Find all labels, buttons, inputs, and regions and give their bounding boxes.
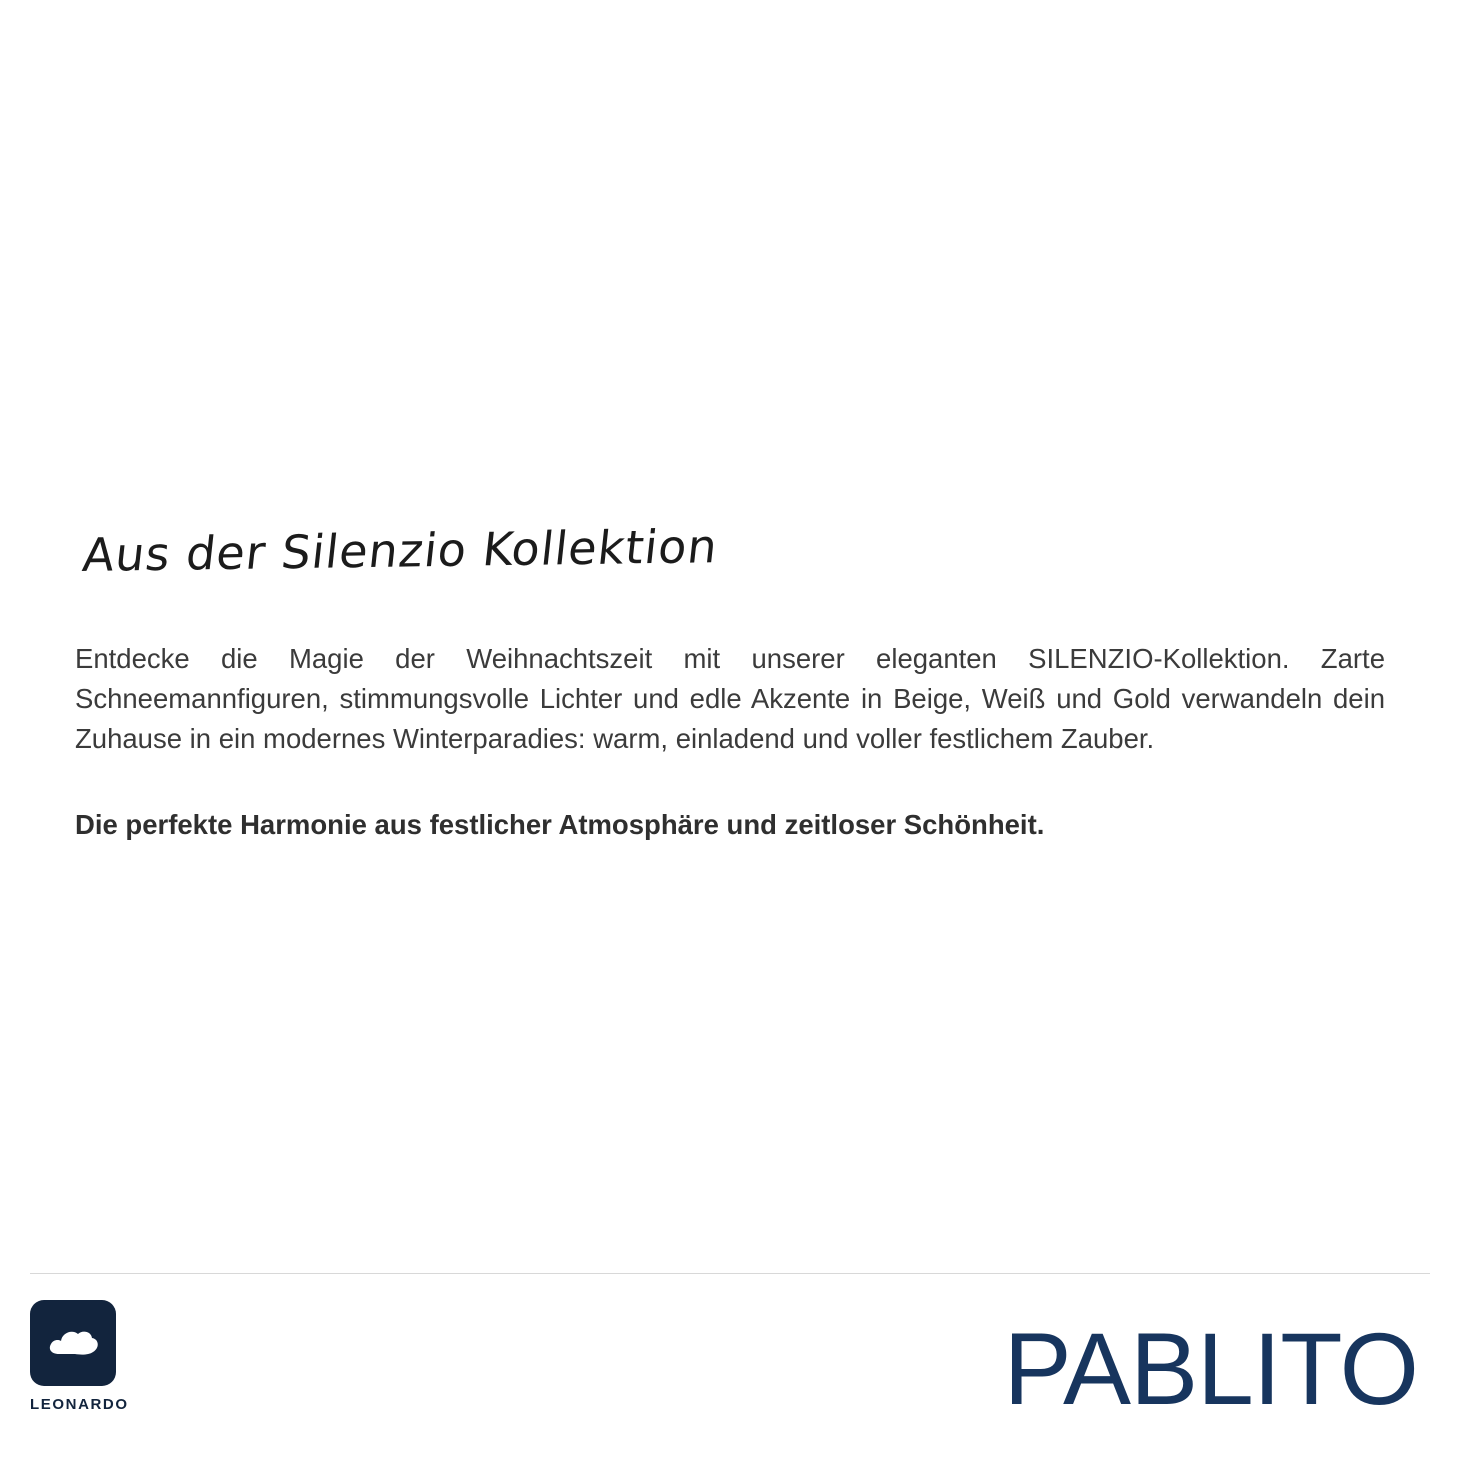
leonardo-cloud-icon (30, 1300, 116, 1386)
footer (30, 1300, 1430, 1440)
footer-divider (30, 1273, 1430, 1274)
pablito-wordmark: PABLITO (1003, 1312, 1418, 1426)
closing-statement: Die perfekte Harmonie aus festlicher Atmosphäre und zeitloser Schönheit. (75, 809, 1045, 841)
leonardo-wordmark: LEONARDO (30, 1396, 129, 1413)
intro-paragraph: Entdecke die Magie der Weihnachtszeit mit unserer eleganten SILENZIO-Kollektion. Zarte Schneemannfiguren, stimmungsvolle Lichter und edle Akzente in Beige, Weiß und Gold verwandeln dein Zuhause in ein modernes Winterparadies: warm, einladend und voller festlichem Zauber. (75, 642, 1385, 754)
page-title: Aus der Silenzio Kollektion (80, 519, 721, 582)
leonardo-brand (30, 1300, 129, 1413)
content-block (75, 519, 1385, 845)
